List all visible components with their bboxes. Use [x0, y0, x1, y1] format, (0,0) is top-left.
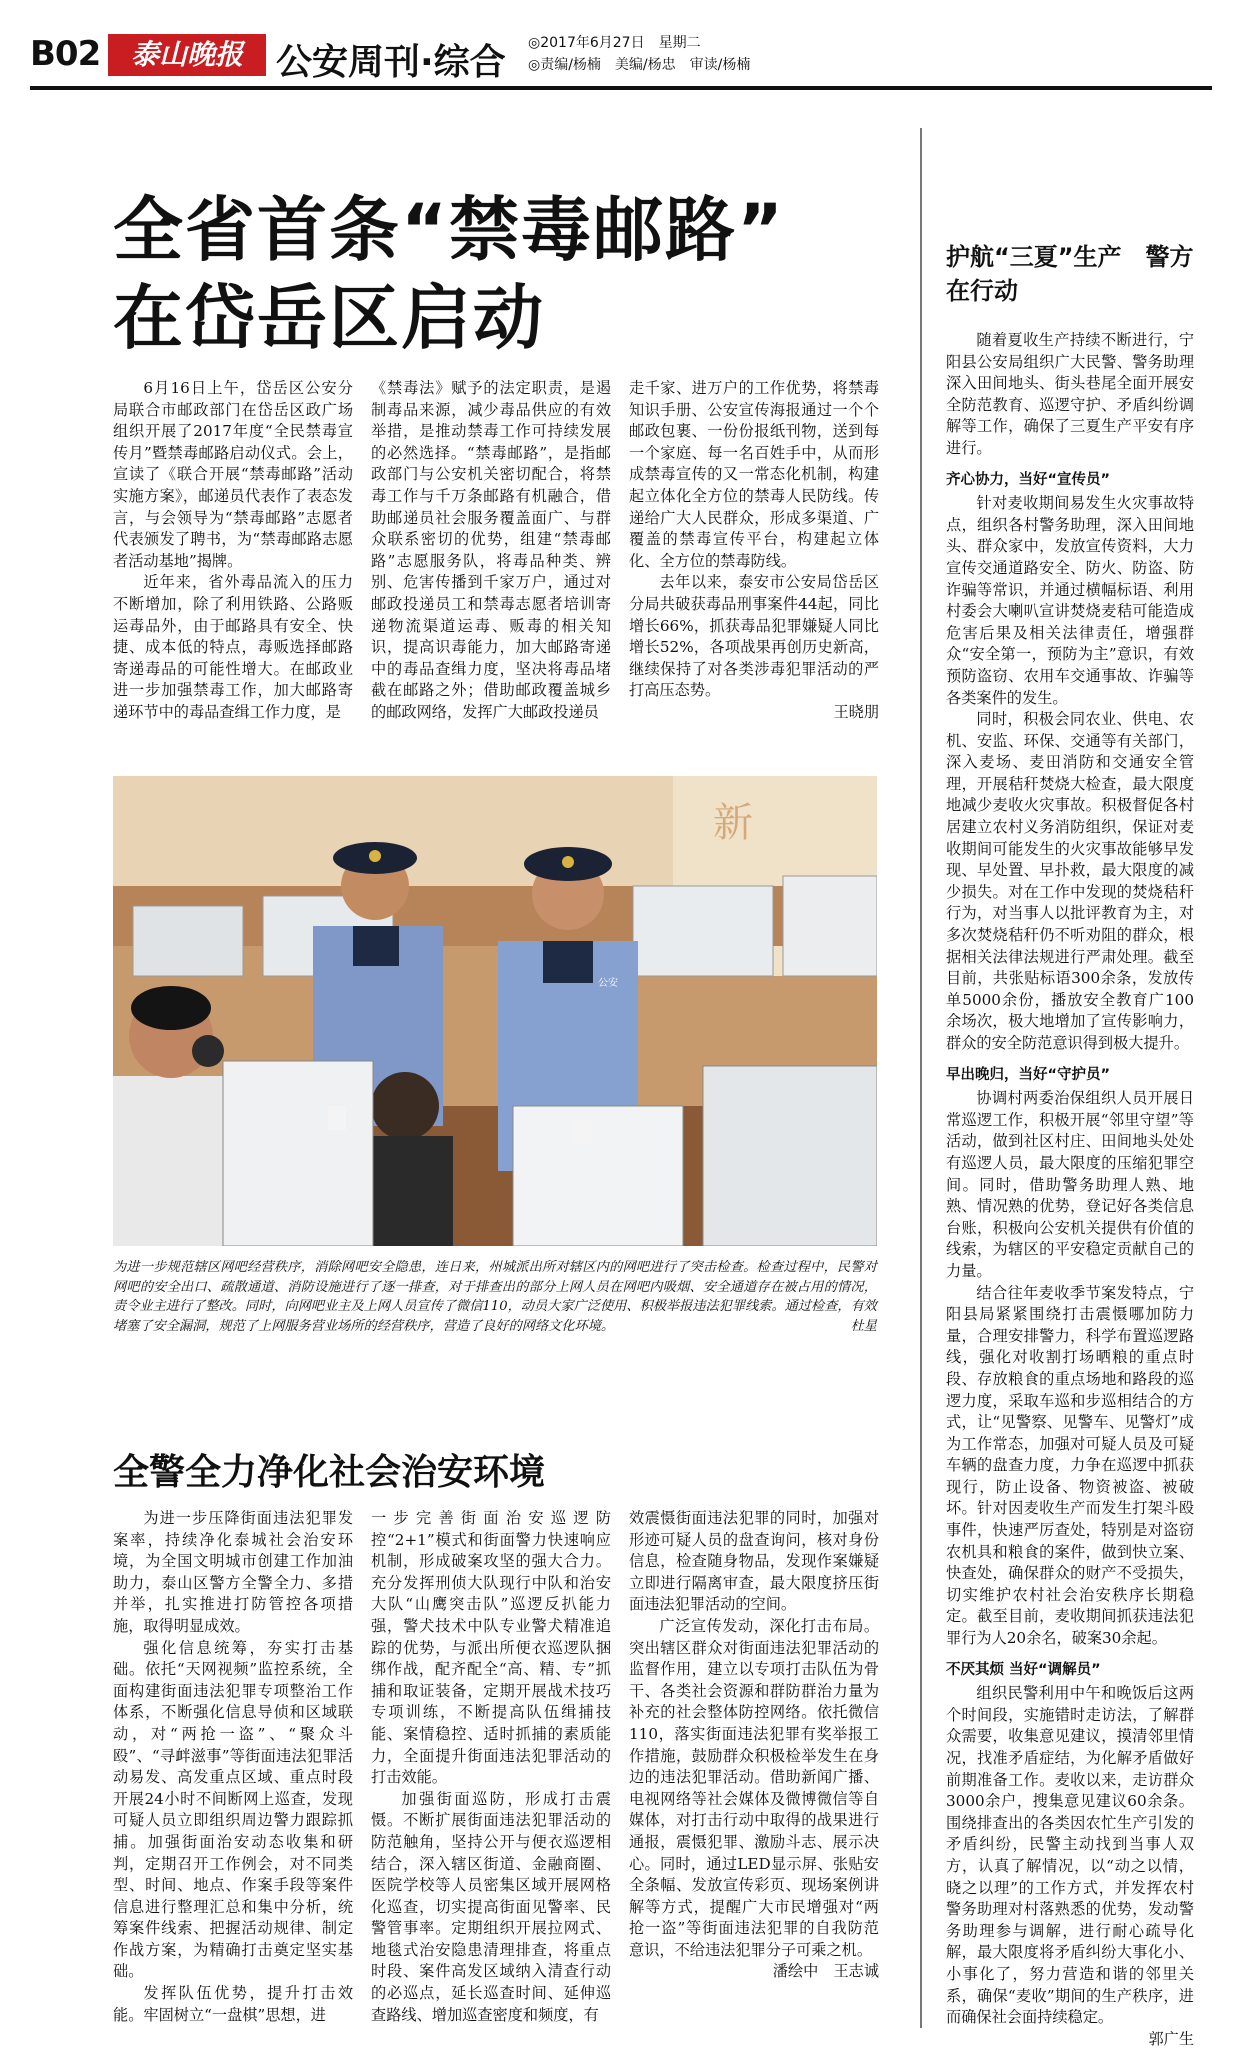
sidebar-article: [946, 330, 1194, 2050]
news-photo: [113, 776, 877, 1246]
paragraph: 协调村两委治保组织人员开展日常巡逻工作，积极开展“邻里守望”等活动，做到社区村庄、田间地头处处有巡逻人员，最大限度的压缩犯罪空间。同时，借助警务助理人熟、地熟、情况熟的优势，登记好各类信息台账，积极向公安机关提供有价值的线索，为辖区的平安稳定贡献自己的力量。: [946, 1089, 1194, 1280]
sidebar-subhead: 齐心协力，当好“宣传员”: [946, 471, 1111, 488]
date-line: ◎2017年6月27日 星期二: [528, 35, 701, 51]
header-meta: [528, 32, 750, 76]
main-article-col-3: [629, 378, 879, 724]
paragraph: 针对麦收期间易发生火灾事故特点，组织各村警务助理，深入田间地头、群众家中，发放宣传资料，大力宣传交通道路安全、防火、防盗、防诈骗等常识，并通过横幅标语、利用村委会大喇叭宣讲焚烧麦秸可能造成危害后果及相关法律责任，增强群众“安全第一，预防为主”意识，有效预防盗窃、农用车交通事故、诈骗等各类案件的发生。: [946, 494, 1194, 707]
header-rule: [30, 86, 1212, 90]
caption-text: 为进一步规范辖区网吧经营秩序，消除网吧安全隐患，连日来，州城派出所对辖区内的网吧进行了突击检查。检查过程中，民警对网吧的安全出口、疏散通道、消防设施进行了逐一排查，对于排查出的部分上网人员在网吧内吸烟、安全通道存在被占用的情况，责令业主进行了整改。同时，向网吧业主及上网人员宣传了微信110，动员大家广泛使用、积极举报违法犯罪线索。通过检查，有效堵塞了安全漏洞，规范了上网服务营业场所的经营秩序，营造了良好的网络文化环境。: [113, 1260, 877, 1334]
paragraph: 同时，积极会同农业、供电、农机、安监、环保、交通等有关部门，深入麦场、麦田消防和交通安全管理，开展秸秆焚烧大检查，最大限度地减少麦收火灾事故。积极督促各村居建立农村义务消防组织，保证对麦收期间可能发生的火灾事故能够早发现、早处置、早扑救，最大限度的减少损失。对在工作中发现的焚烧秸秆行为，对当事人以批评教育为主，对多次焚烧秸秆仍不听劝阻的群众，根据相关法律法规进行严肃处理。截至目前，共张贴标语300余条，发放传单5000余份，播放安全教育广100余场次，极大地增加了宣传影响力，群众的安全防范意识得到极大提升。: [946, 710, 1194, 1052]
second-article-col-2: [371, 1508, 611, 2026]
paragraph: 强化信息统筹，夯实打击基础。依托“天网视频”监控系统，全面构建街面违法犯罪专项整治工作体系，不断强化信息导侦和区域联动，对“两抢一盗”、“聚众斗殴”、“寻衅滋事”等街面违法犯罪活动易发、高发重点区域、重点时段开展24小时不间断网上巡查，发现可疑人员立即组织周边警力跟踪抓捕。加强街面治安动态收集和研判，定期召开工作例会，对不同类型、时间、地点、作案手段等案件信息进行整理汇总和集中分析，统筹案件线索、把握活动规律、制定作战方案，为精确打击奠定坚实基础。: [113, 1638, 353, 1981]
byline: 王晓朋: [833, 702, 879, 721]
paragraph: 加强街面巡防，形成打击震慑。不断扩展街面违法犯罪活动的防范触角，坚持公开与便衣巡逻相结合，深入辖区街道、金融商圈、医院学校等人员密集区域开展网格化巡查，切实提高街面见警率、民警管事率。定期组织开展拉网式、地毯式治安隐患清理排查，将重点时段、案件高发区域纳入清查行动的必巡点，延长巡查时间、延伸巡查路线、增加巡查密度和频度，有: [371, 1789, 611, 2024]
paragraph: 广泛宣传发动，深化打击布局。突出辖区群众对街面违法犯罪活动的监督作用，建立以专项打击队伍为骨干、各类社会资源和群防群治力量为补充的社会整体防控网络。依托微信110，落实街面违法犯罪有奖举报工作措施，鼓励群众积极检举发生在身边的违法犯罪活动。借助新闻广播、电视网络等社会媒体及微博微信等自媒体，对打击行动中取得的战果进行通报，震慑犯罪、激励斗志、展示决心。同时，通过LED显示屏、张贴安全条幅、发放宣传彩页、现场案例讲解等方式，提醒广大市民增强对“两抢一盗”等街面违法犯罪的自我防范意识，不给违法犯罪分子可乘之机。: [629, 1616, 879, 1959]
byline: 郭广生: [1148, 2029, 1194, 2048]
paragraph: 《禁毒法》赋予的法定职责，是遏制毒品来源，减少毒品供应的有效举措，是推动禁毒工作可持续发展的必然选择。“禁毒邮路”，是指邮政部门与公安机关密切配合，将禁毒工作与千万条邮路有机融合，借助邮递员社会服务覆盖面广、与群众联系密切的优势，组建“禁毒邮路”志愿服务队，将毒品种类、辨别、危害传播到千家万户，通过对邮政投递员工和禁毒志愿者培训寄递物流渠道运毒、贩毒的相关知识，提高识毒能力，加大邮路寄递中的毒品查缉力度，坚决将毒品堵截在邮路之外；借助邮政覆盖城乡的邮政网络，发挥广大邮政投递员: [371, 379, 611, 721]
paragraph: 效震慑街面违法犯罪的同时，加强对形迹可疑人员的盘查询问，核对身份信息，检查随身物品，发现作案嫌疑立即进行隔离审查，最大限度挤压街面违法犯罪活动的空间。: [629, 1509, 879, 1614]
byline: 潘绘中 王志诚: [772, 1962, 879, 1981]
column-divider: [920, 128, 922, 2028]
paragraph: 发挥队伍优势，提升打击效能。牢固树立“一盘棋”思想，进: [113, 1984, 353, 2024]
headline-line-2: 在岱岳区启动: [113, 277, 545, 359]
caption-byline: 杜星: [850, 1318, 877, 1334]
shoulder-badge-text: 公安: [598, 978, 618, 989]
newspaper-logo: 泰山晚报: [108, 34, 266, 76]
main-article-col-2: [371, 378, 611, 724]
wall-sign-text: 新: [713, 800, 753, 846]
sidebar-subhead: 不厌其烦 当好“调解员”: [946, 1661, 1101, 1678]
second-article-col-3: [629, 1508, 879, 1983]
second-article-col-1: [113, 1508, 353, 2026]
paragraph: 走千家、进万户的工作优势，将禁毒知识手册、公安宣传海报通过一个个邮政包裹、一份份报纸刊物，送到每一个家庭、每一名百姓手中，从而形成禁毒宣传的又一常态化机制，构建起立体化全方位的禁毒人民防线。传递给广大人民群众，形成多渠道、广覆盖的禁毒宣传平台，构建起立体化、全方位的禁毒防线。: [629, 379, 879, 570]
paragraph: 组织民警利用中午和晚饭后这两个时间段，实施错时走访法，了解群众需要，收集意见建议，摸清邻里情况，找准矛盾症结，为化解矛盾做好前期准备工作。麦收以来，走访群众3000余户，搜集意见建议60余条。围绕排查出的各类因农忙生产引发的矛盾纠纷，民警主动找到当事人双方，认真了解情况，以“动之以情，晓之以理”的工作方式，并发挥农村警务助理对村落熟悉的优势，发动警务助理参与调解，进行耐心疏导化解，最大限度将矛盾纠纷大事化小、小事化了，努力营造和谐的邻里关系，确保“麦收”期间的生产秩序，进而确保社会面持续稳定。: [946, 1684, 1194, 2027]
paragraph: 结合往年麦收季节案发特点，宁阳县局紧紧围绕打击震慑哪加防力量，合理安排警力，科学布置巡逻路线，强化对收割打场晒粮的重点时段、存放粮食的重点场地和路段的巡逻力度，采取车巡和步巡相结合的方式，让“见警察、见警车、见警灯”成为工作常态，加强对可疑人员及可疑车辆的盘查力度，力争在巡逻中抓获现行，防止设备、物资被盗、被破坏。针对因麦收生产而发生打架斗殴事件，快速严厉查处，特别是对盗窃农机具和粮食的案件，做到快立案、快查处，确保群众的财产不受损失，切实维护农村社会治安秩序长期稳定。截至目前，麦收期间抓获违法犯罪行为人20余名，破案30余起。: [946, 1283, 1194, 1648]
headline-line-1: 全省首条“禁毒邮路”: [113, 189, 786, 271]
paragraph: 随着夏收生产持续不断进行，宁阳县公安局组织广大民警、警务助理深入田间地头、街头巷尾全面开展安全防范教育、巡逻守护、矛盾纠纷调解等工作，确保了三夏生产平安有序进行。: [946, 331, 1194, 457]
photo-caption: [113, 1258, 877, 1336]
second-headline: 全警全力净化社会治安环境: [113, 1452, 546, 1493]
editor-line: ◎责编/杨楠 美编/杨忠 审读/杨楠: [528, 57, 751, 73]
paragraph: 近年来，省外毒品流入的压力不断增加，除了利用铁路、公路贩运毒品外，由于邮路具有安全、快捷、成本低的特点，毒贩选择邮路寄递毒品的可能性增大。在邮政业进一步加强禁毒工作，加大邮路寄递环节中的毒品查缉工作力度，是: [113, 573, 353, 721]
paragraph: 为进一步压降街面违法犯罪发案率，持续净化泰城社会治安环境，为全国文明城市创建工作加油助力，泰山区警方全警全力、多措并举，扎实推进打防管控各项措施，取得明显成效。: [113, 1509, 353, 1635]
sidebar-subhead: 早出晚归，当好“守护员”: [946, 1066, 1111, 1083]
page-number: B02: [30, 34, 101, 74]
section-title: 公安周刊·综合: [276, 42, 506, 83]
paragraph: 一步完善街面治安巡逻防控“2+1”模式和街面警力快速响应机制，形成破案攻坚的强大合力。充分发挥刑侦大队现行中队和治安大队“山鹰突击队”巡逻反扒能力强，警犬技术中队专业警犬精准追踪的优势，与派出所便衣巡逻队捆绑作战，配齐配全“高、精、专”抓捕和取证装备，定期开展战术技巧专项训练，不断提高队伍缉捕技能、案情稳控、适时抓捕的素质能力，全面提升街面违法犯罪活动的打击效能。: [371, 1509, 611, 1787]
paragraph: 6月16日上午，岱岳区公安分局联合市邮政部门在岱岳区政广场组织开展了2017年度“全民禁毒宣传月”暨禁毒邮路启动仪式。会上，宣读了《联合开展“禁毒邮路”活动实施方案》，邮递员代表作了表态发言，与会领导为“禁毒邮路”志愿者代表颁发了聘书，为“禁毒邮路志愿者活动基地”揭牌。: [113, 379, 353, 570]
sidebar-title: 护航“三夏”生产 警方在行动: [946, 243, 1194, 305]
paragraph: 去年以来，泰安市公安局岱岳区分局共破获毒品刑事案件44起，同比增长66%，抓获毒品犯罪嫌疑人同比增长52%，各项战果再创历史新高，继续保持了对各类涉毒犯罪活动的严打高压态势。: [629, 573, 879, 700]
main-article-col-1: [113, 378, 353, 724]
main-headline: [113, 186, 785, 362]
